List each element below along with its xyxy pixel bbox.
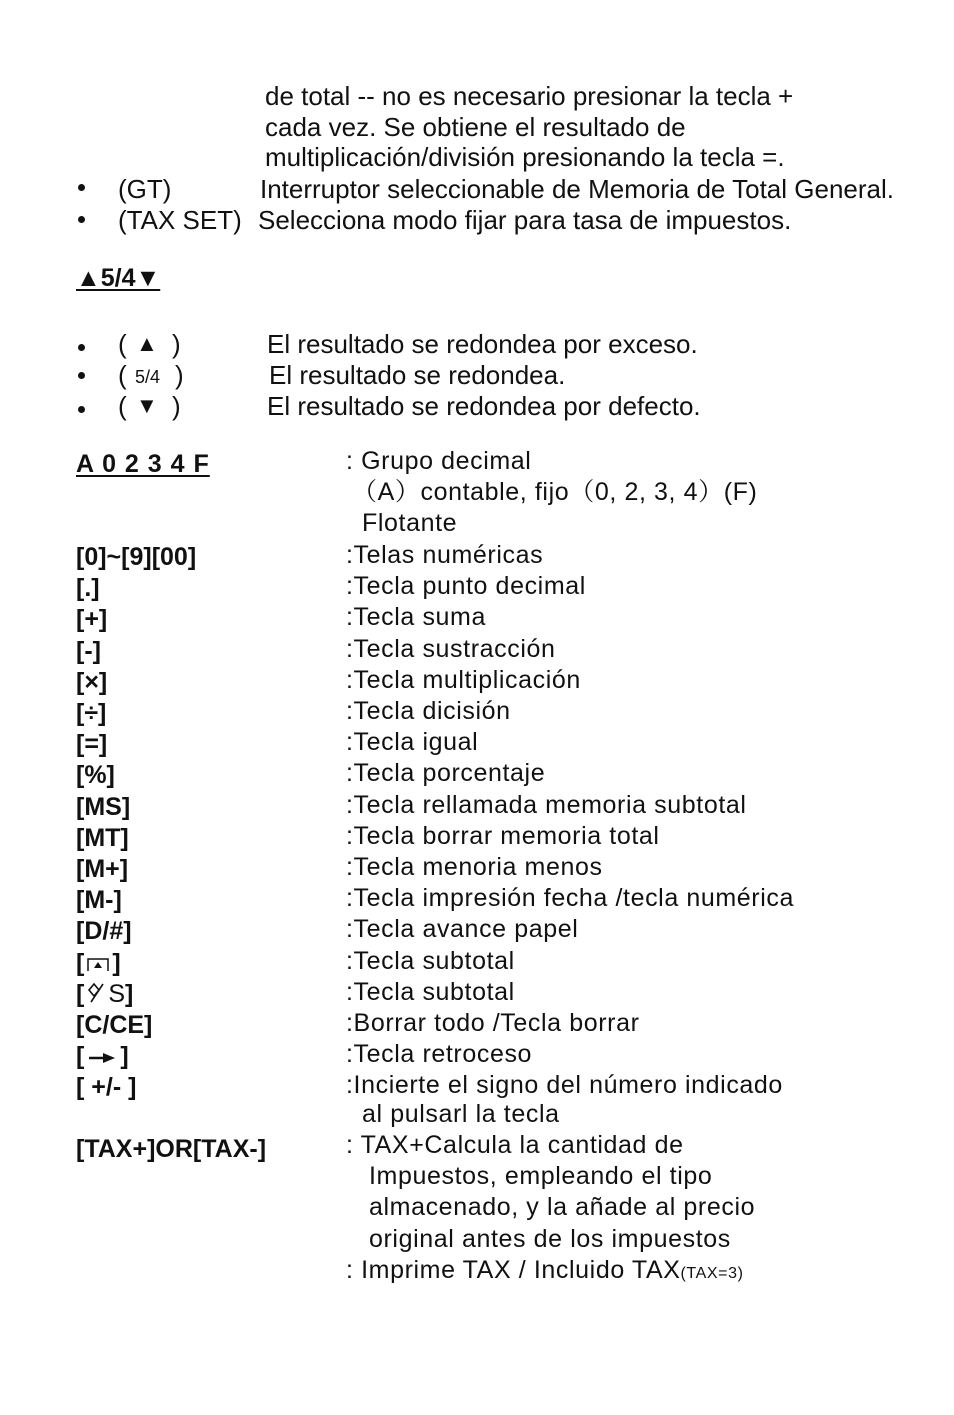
key-desc: :Tecla sustracción [346, 635, 556, 663]
bullet-round-half [78, 372, 85, 379]
intro-line-3: multiplicación/división presionando la tecla =. [265, 142, 785, 172]
key-icon-text: S [108, 980, 126, 1008]
key-label [76, 948, 121, 979]
key-label [76, 1041, 129, 1072]
tax-line-1: : TAX+Calcula la cantidad de [346, 1131, 684, 1159]
key-label [76, 604, 107, 634]
key-label [76, 698, 106, 728]
diamond-s-icon [87, 980, 105, 1010]
key-label-close: ] [112, 949, 121, 977]
round-down-close: ) [172, 391, 181, 421]
key-label [76, 636, 101, 666]
intro-line-2: cada vez. Se obtiene el resultado de [265, 112, 686, 142]
key-label [76, 792, 130, 822]
key-label-text: [-] [76, 637, 101, 665]
round-half-close: ) [175, 360, 184, 390]
key-desc: :Tecla igual [346, 728, 479, 756]
round-up-desc: El resultado se redondea por exceso. [267, 329, 698, 359]
bullet-round-down [78, 406, 85, 413]
tax-key: [TAX+]OR[TAX-] [76, 1135, 267, 1163]
decimal-line-2: （A）contable, fijo（0, 2, 3, 4）(F) [352, 478, 758, 506]
round-down-desc: El resultado se redondea por defecto. [267, 391, 701, 421]
round-half-desc: El resultado se redondea. [269, 360, 566, 390]
key-desc: :Tecla menoria menos [346, 853, 603, 881]
tax-line-4: original antes de los impuestos [369, 1225, 731, 1253]
round-half-open: ( [118, 360, 127, 390]
round-half-symbol: 5/4 [135, 367, 161, 387]
intro-line-1: de total -- no es necesario presionar la tecla + [265, 81, 794, 111]
bullet-tax-set [78, 216, 85, 223]
key-desc: :Tecla rellamada memoria subtotal [346, 791, 747, 819]
triangle-down-icon: ▼ [136, 393, 158, 418]
key-desc: :Tecla borrar memoria total [346, 822, 660, 850]
key-desc: :Tecla impresión fecha /tecla numérica [346, 884, 794, 912]
key-label-close: ] [120, 1042, 129, 1070]
paper-feed-icon [87, 949, 109, 979]
round-down-open: ( [118, 391, 127, 421]
tax-print-text: : Imprime TAX / Incluido TAX [346, 1256, 681, 1284]
arrow-right-icon [87, 1042, 117, 1072]
key-label [76, 760, 115, 790]
round-up-open: ( [118, 329, 127, 359]
key-label [76, 667, 107, 697]
key-label [76, 979, 133, 1010]
round-up-close: ) [172, 329, 181, 359]
key-desc: :Tecla suma [346, 603, 486, 631]
key-desc: :Incierte el signo del número indicado [346, 1071, 783, 1099]
key-label-text: [MS] [76, 793, 131, 821]
tax-line-3: almacenado, y la añade al precio [369, 1193, 756, 1221]
tax-print-line [346, 1255, 744, 1289]
key-label [76, 823, 129, 853]
key-label-text: [=] [76, 730, 108, 758]
key-label-text: [ [76, 949, 85, 977]
key-desc: :Tecla subtotal [346, 978, 515, 1006]
key-label [76, 573, 100, 603]
key-label [76, 885, 122, 915]
tax-line-2: Impuestos, empleando el tipo [369, 1162, 713, 1190]
key-desc: :Tecla dicisión [346, 697, 511, 725]
key-label-text: [ [76, 980, 85, 1008]
key-desc: :Borrar todo /Tecla borrar [346, 1009, 640, 1037]
key-label-text: [M+] [76, 855, 129, 883]
key-label-text: [ [76, 1042, 85, 1070]
decimal-line-3: Flotante [362, 509, 458, 537]
key-label-text: [.] [76, 574, 100, 602]
decimal-line-1: : Grupo decimal [346, 447, 532, 475]
key-label-text: [0]~[9][00] [76, 543, 197, 571]
bullet-gt [78, 184, 85, 191]
key-label [76, 542, 196, 572]
sign-desc-cont: al pulsarl la tecla [362, 1100, 560, 1128]
key-label-text: [×] [76, 668, 108, 696]
key-label-text: [%] [76, 761, 115, 789]
key-label [76, 1010, 152, 1040]
key-label-text: [D/#] [76, 917, 132, 945]
key-label-text: [+] [76, 605, 108, 633]
tax-set-desc: Selecciona modo fijar para tasa de impuestos. [258, 205, 792, 235]
key-label-text: [C/CE] [76, 1011, 153, 1039]
key-label-text: [MT] [76, 824, 129, 852]
bullet-round-up [78, 344, 85, 351]
key-desc: :Tecla punto decimal [346, 572, 586, 600]
key-desc: :Tecla porcentaje [346, 759, 546, 787]
key-label-text: [÷] [76, 699, 107, 727]
decimal-heading: A 0 2 3 4 F [76, 450, 210, 478]
key-label [76, 729, 107, 759]
key-desc: :Tecla avance papel [346, 915, 579, 943]
key-label [76, 1072, 136, 1102]
key-label [76, 916, 132, 946]
key-label-text: [ +/- ] [76, 1073, 137, 1101]
key-label [76, 854, 128, 884]
rounding-heading: ▲5/4▼ [76, 264, 161, 292]
key-desc: :Tecla retroceso [346, 1040, 533, 1068]
tax-print-note: (TAX=3) [680, 1265, 744, 1282]
key-desc: :Telas numéricas [346, 541, 544, 569]
tax-set-label: (TAX SET) [118, 205, 242, 235]
key-desc: :Tecla multiplicación [346, 666, 581, 694]
gt-label: (GT) [118, 174, 172, 204]
gt-desc: Interruptor seleccionable de Memoria de Total General. [260, 174, 894, 204]
triangle-up-icon: ▲ [136, 331, 158, 356]
key-desc: :Tecla subtotal [346, 947, 515, 975]
key-label-close: ] [125, 980, 134, 1008]
key-label-text: [M-] [76, 886, 122, 914]
